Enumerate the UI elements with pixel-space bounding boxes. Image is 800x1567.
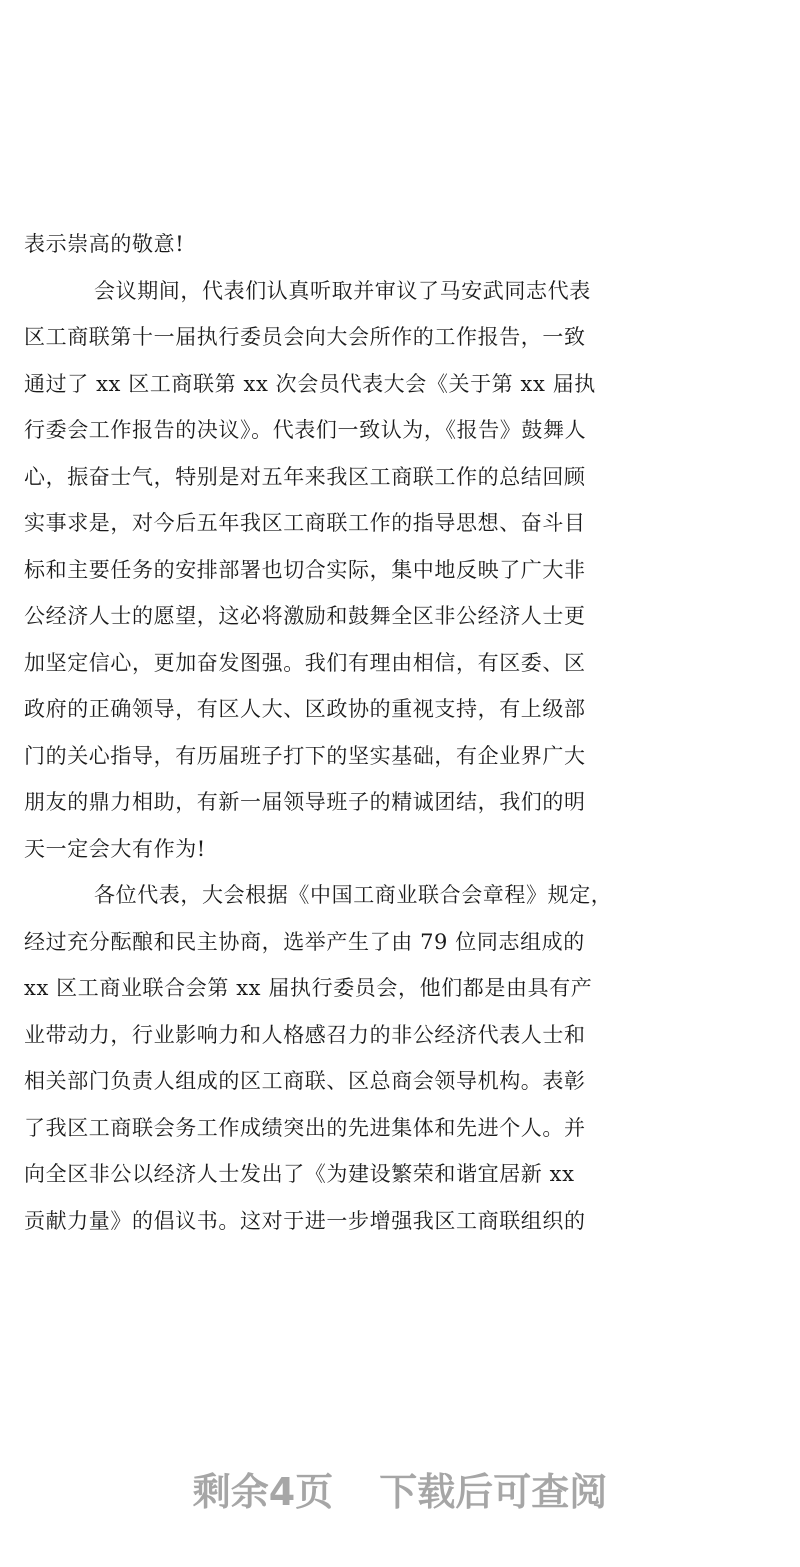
text-line: xx 区工商业联合会第 xx 届执行委员会，他们都是由具有产 [24, 976, 593, 1000]
download-prompt-banner[interactable] [0, 1462, 800, 1522]
text-line: 相关部门负责人组成的区工商联、区总商会领导机构。表彰 [24, 1069, 586, 1093]
text-line: 政府的正确领导，有区人大、区政协的重视支持，有上级部 [24, 697, 586, 721]
text-line: 业带动力，行业影响力和人格感召力的非公经济代表人士和 [24, 1022, 586, 1047]
download-to-view-label: 下载后可查阅 [379, 1470, 608, 1514]
text-line: 贡献力量》的倡议书。这对于进一步增强我区工商联组织的 [24, 1208, 586, 1233]
text-line: 标和主要任务的安排部署也切合实际，集中地反映了广大非 [24, 557, 586, 582]
document-body [24, 221, 642, 1244]
text-line: 向全区非公以经济人士发出了《为建设繁荣和谐宜居新 xx [24, 1162, 575, 1186]
text-line: 加坚定信心，更加奋发图强。我们有理由相信，有区委、区 [24, 650, 586, 675]
text-line: 各位代表，大会根据《中国工商业联合会章程》规定， [94, 883, 613, 907]
text-line: 实事求是，对今后五年我区工商联工作的指导思想、奋斗目 [24, 511, 586, 535]
remaining-pages-label: 剩余4页 [192, 1470, 334, 1514]
text-line: 会议期间，代表们认真听取并审议了马安武同志代表 [94, 278, 591, 303]
text-line: 通过了 xx 区工商联第 xx 次会员代表大会《关于第 xx 届执 [24, 371, 596, 396]
text-line: 心，振奋士气，特别是对五年来我区工商联工作的总结回顾 [24, 464, 586, 489]
text-line: 了我区工商联会务工作成绩突出的先进集体和先进个人。并 [24, 1115, 586, 1140]
text-line: 门的关心指导，有历届班子打下的坚实基础，有企业界广大 [24, 743, 586, 768]
text-line: 行委会工作报告的决议》。代表们一致认为，《报告》鼓舞人 [24, 418, 587, 442]
text-line: 表示崇高的敬意! [24, 232, 185, 256]
text-line: 朋友的鼎力相助，有新一届领导班子的精诚团结，我们的明 [24, 790, 586, 814]
text-line: 天一定会大有作为! [24, 836, 206, 861]
text-line: 公经济人士的愿望，这必将激励和鼓舞全区非公经济人士更 [24, 604, 586, 628]
text-line: 区工商联第十一届执行委员会向大会所作的工作报告，一致 [24, 325, 586, 349]
text-line: 经过充分酝酿和民主协商，选举产生了由 79 位同志组成的 [24, 929, 585, 954]
